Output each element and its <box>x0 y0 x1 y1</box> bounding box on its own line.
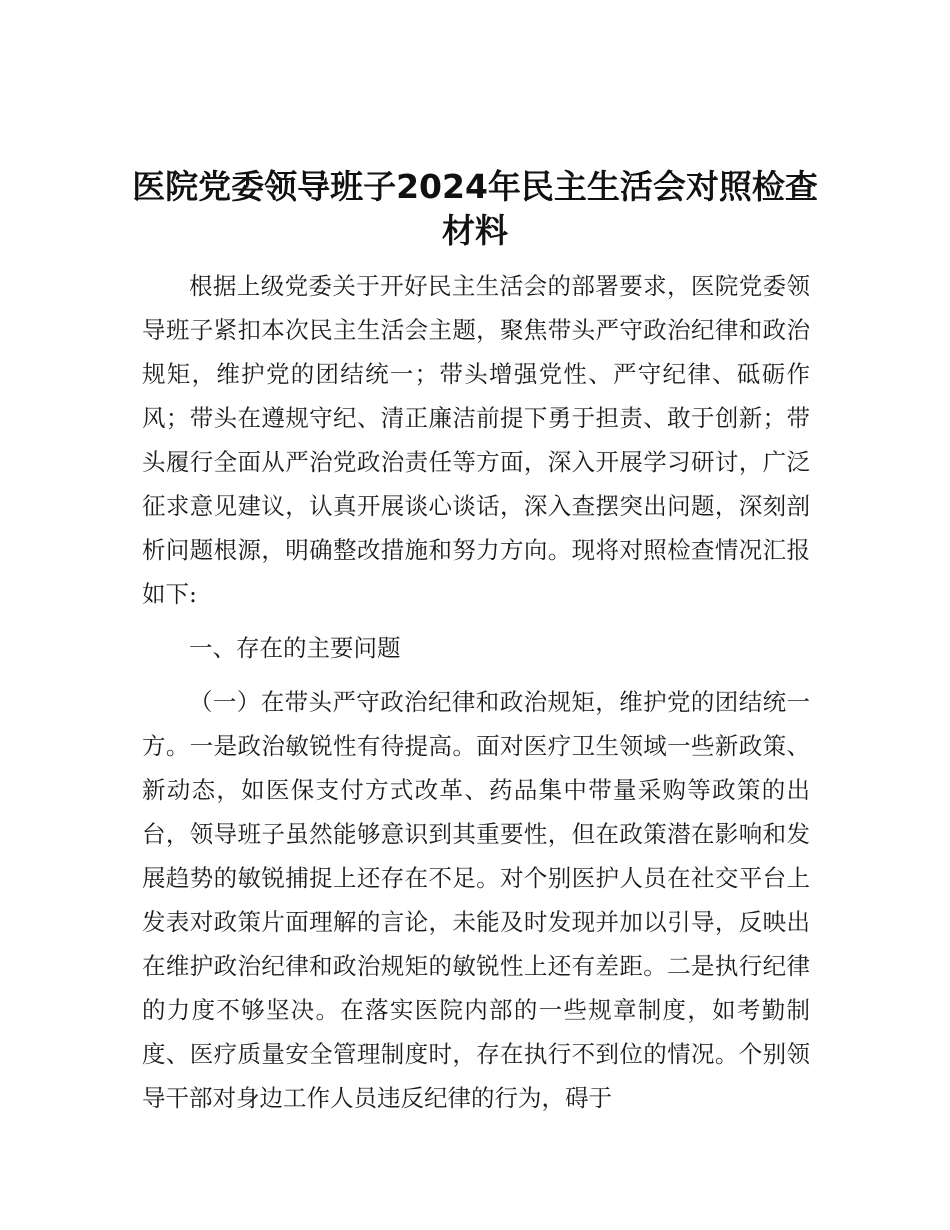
document-body <box>142 264 810 1130</box>
section-heading: 一、存在的主要问题 <box>189 634 401 662</box>
document-title: 医院党委领导班子2024年民主生活会对照检查材料 <box>132 167 818 250</box>
intro-paragraph: 根据上级党委关于开好民主生活会的部署要求，医院党委领导班子紧扣本次民主生活会主题，聚焦带头严守政治纪律和政治规矩，维护党的团结统一；带头增强党性、严守纪律、砥砺作风；带头在遵规守纪、清正廉洁前提下勇于担责、敢于创新；带头履行全面从严治党政治责任等方面，深入开展学习研讨，广泛征求意见建议，认真开展谈心谈话，深入查摆突出问题，深刻剖析问题根源，明确整改措施和努力方向。现将对照检查情况汇报如下: <box>142 272 810 608</box>
issue-paragraph: （一）在带头严守政治纪律和政治规矩，维护党的团结统一方。一是政治敏锐性有待提高。面对医疗卫生领域一些新政策、新动态，如医保支付方式改革、药品集中带量采购等政策的出台，领导班子虽然能够意识到其重要性，但在政策潜在影响和发展趋势的敏锐捕捉上还存在不足。对个别医护人员在社交平台上发表对政策片面理解的言论，未能及时发现并加以引导，反映出在维护政治纪律和政治规矩的敏锐性上还有差距。二是执行纪律的力度不够坚决。在落实医院内部的一些规章制度，如考勤制度、医疗质量安全管理制度时，存在执行不到位的情况。个别领导干部对身边工作人员违反纪律的行为，碍于 <box>142 688 810 1112</box>
